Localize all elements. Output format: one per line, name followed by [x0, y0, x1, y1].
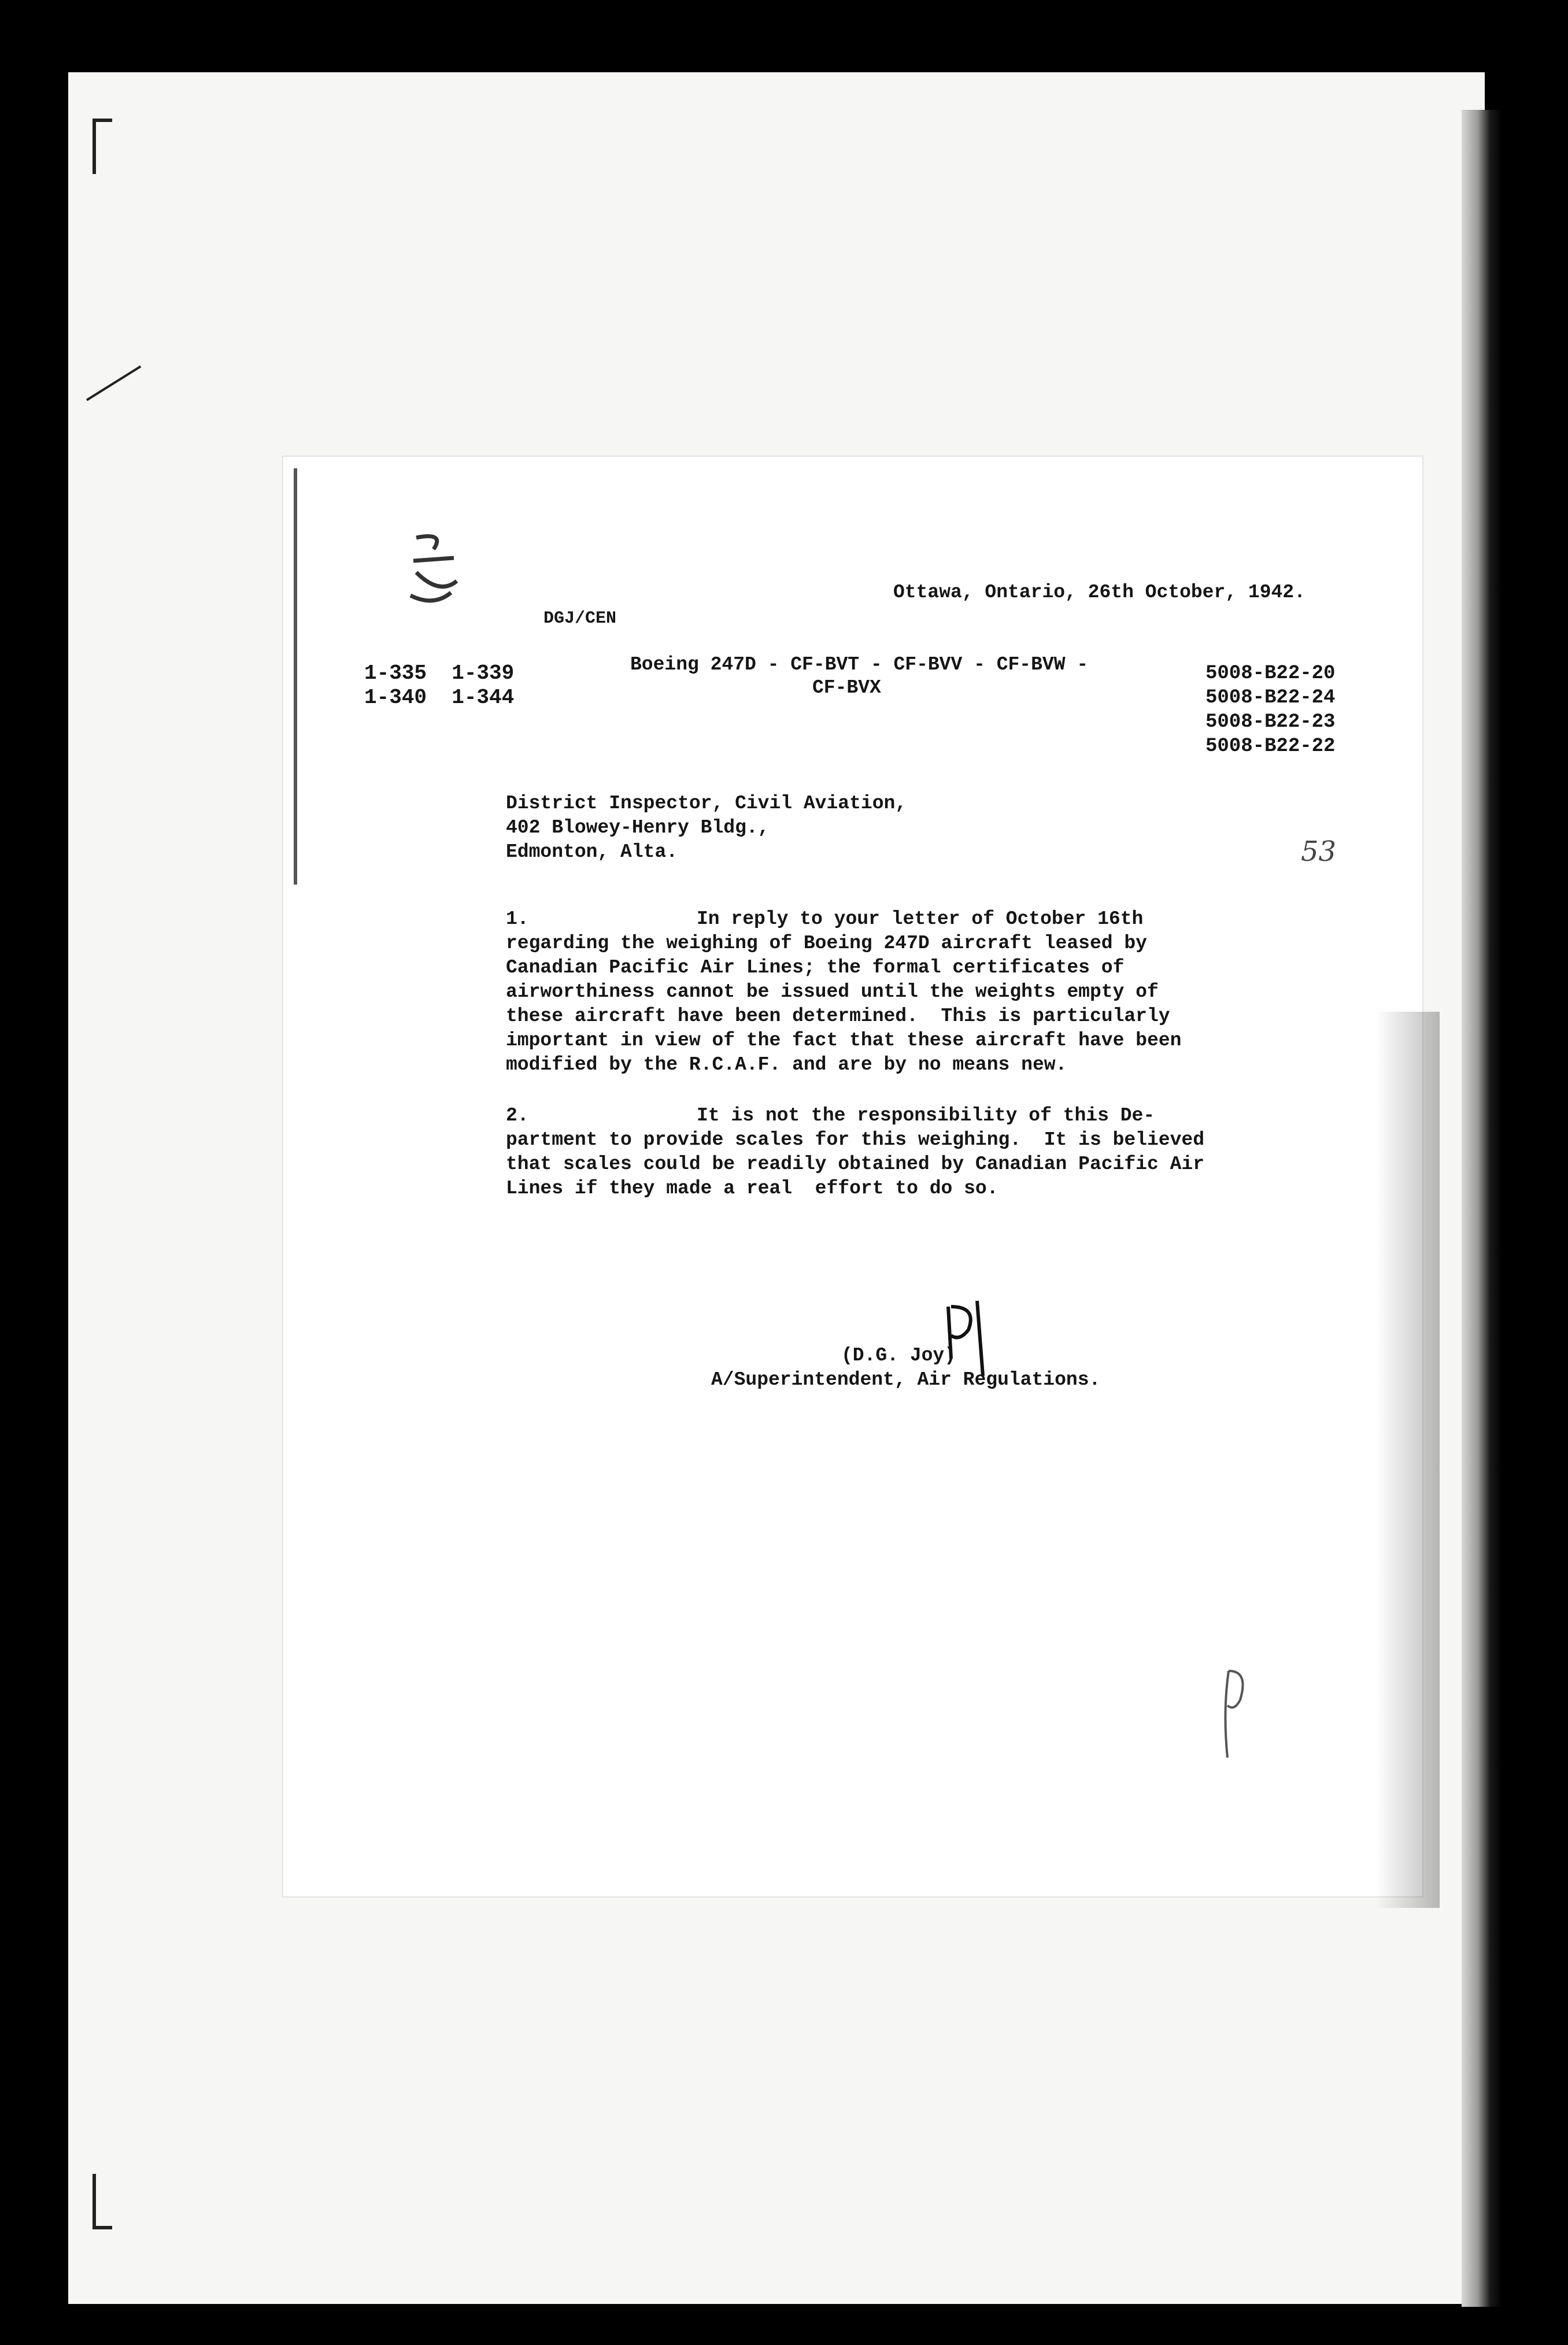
file-number-left-1: 1-335 1-339 [364, 661, 515, 685]
paragraph-1-line-5: these aircraft have been determined. This is particularly [506, 1005, 1170, 1027]
file-number-right-4: 5008-B22-22 [1205, 735, 1336, 757]
paragraph-1-line-4: airworthiness cannot be issued until the weights empty of [506, 981, 1159, 1003]
addressee-line-1: District Inspector, Civil Aviation, [506, 793, 907, 814]
paragraph-2-line-3: that scales could be readily obtained by Canadian Pacific Air [506, 1153, 1204, 1175]
paragraph-2-line-2: partment to provide scales for this weighing. It is believed [506, 1129, 1204, 1151]
sheet-fold-edge [294, 468, 297, 885]
paragraph-1-number: 1. [506, 908, 529, 930]
paragraph-1-line-2: regarding the weighing of Boeing 247D aircraft leased by [506, 933, 1147, 954]
paragraph-1-line-7: modified by the R.C.A.F. and are by no means new. [506, 1054, 1067, 1075]
reference-initials: DGJ/CEN [543, 609, 617, 628]
crop-mark-top-left [93, 119, 112, 174]
sheet-shadow [1376, 1012, 1440, 1908]
handwritten-page-number: 53 [1301, 835, 1337, 868]
date-line: Ottawa, Ontario, 26th October, 1942. [893, 582, 1306, 603]
file-number-right-2: 5008-B22-24 [1205, 687, 1336, 709]
subject-line-2: CF-BVX [812, 677, 881, 698]
crop-mark-bottom-left [93, 2174, 112, 2229]
paragraph-2-first-line: It is not the responsibility of this De- [697, 1105, 1155, 1126]
margin-clip-mark [399, 526, 468, 613]
file-number-right-1: 5008-B22-20 [1205, 663, 1336, 685]
signature-name: (D.G. Joy) [841, 1345, 956, 1366]
paragraph-2-line-4: Lines if they made a real effort to do so. [506, 1178, 999, 1199]
paragraph-2-number: 2. [506, 1105, 529, 1126]
paragraph-1-line-3: Canadian Pacific Air Lines; the formal certificates of [506, 957, 1125, 978]
file-number-left-2: 1-340 1-344 [364, 686, 515, 709]
addressee-line-2: 402 Blowey-Henry Bldg., [506, 817, 770, 838]
paragraph-1-first-line: In reply to your letter of October 16th [697, 908, 1144, 930]
handwritten-initial-mark [1217, 1665, 1252, 1763]
signature-title: A/Superintendent, Air Regulations. [711, 1369, 1101, 1390]
subject-line-1: Boeing 247D - CF-BVT - CF-BVV - CF-BVW - [630, 654, 1089, 675]
page-stack-edge [1462, 110, 1502, 2307]
addressee-line-3: Edmonton, Alta. [506, 841, 678, 863]
paragraph-1-line-6: important in view of the fact that these aircraft have been [506, 1030, 1182, 1051]
file-number-right-3: 5008-B22-23 [1205, 711, 1336, 733]
